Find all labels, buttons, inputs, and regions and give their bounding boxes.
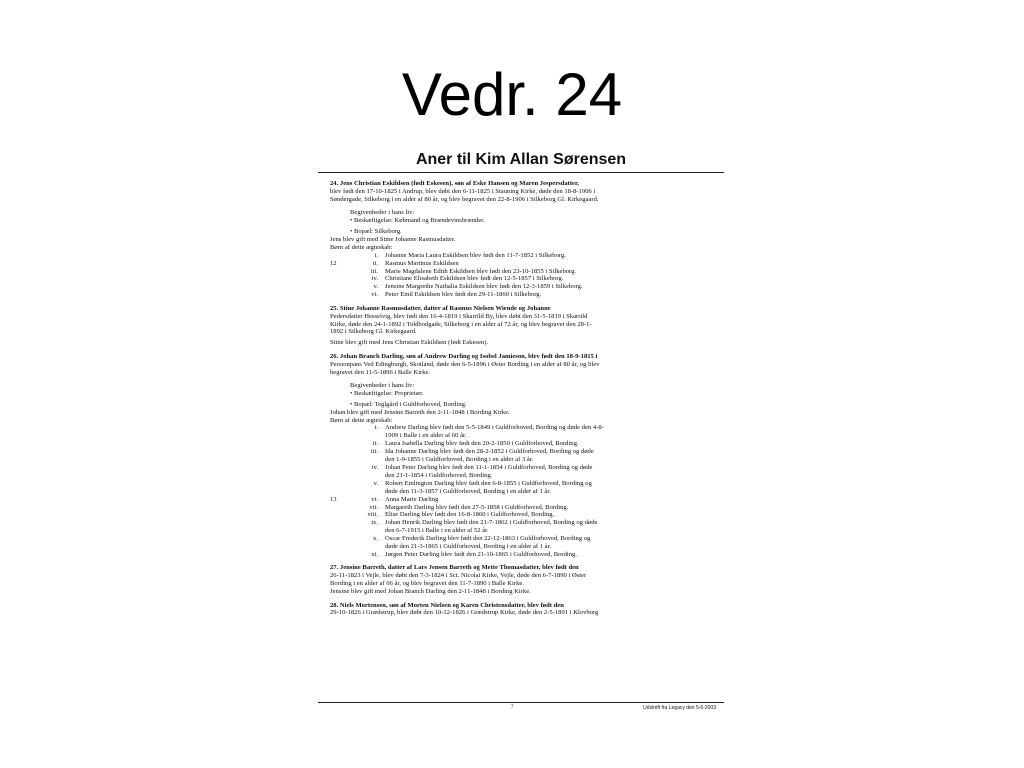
generation-number [330,535,348,543]
child-entry [330,504,724,512]
generation-number [330,464,348,472]
child-text: Jørgen Peter Darling blev født den 21-10-1865 i Guldforhoved, Bording. [385,550,577,558]
child-text: Margareth Darling blev født den 27-5-1858 i Guldforhoved, Bording. [385,503,569,511]
child-text-continued: 1909 i Balle i en alder af 60 år. [385,432,467,440]
children-label: Børn af dette ægteskab: [330,416,393,424]
generation-number [330,448,348,456]
child-number: ii. [372,440,378,448]
page-number: 7 [511,705,514,710]
child-text: Peter Emil Eskildsen blev født den 29-11-1860 i Silkeborg. [385,291,542,299]
child-entry [330,448,724,456]
child-number: ix. [371,519,378,527]
child-text-continued: den 6-7-1915 i Balle i en alder af 52 år. [385,527,489,535]
generation-number [330,252,348,260]
child-number: i. [374,424,378,432]
child-number: vi. [371,291,378,299]
entry-26-line: 26. Johan Branch Darling, søn af Andrew Darling og Isobel Jamieson, blev født den 18-9-1815 i [330,352,598,360]
child-text: Jensine Margrethe Nathalia Eskildsen blev født den 12-3-1859 i Silkeborg. [385,283,583,291]
entry-25-line: 25. Stine Johanne Rasmusdatter, datter af Rasmus Nielsen Wiende og Johanne [330,304,551,312]
child-number: ii. [372,259,378,267]
child-text: Anna Marie Darling [385,495,439,503]
child-text-continued: døde den 21-3-1865 i Guldforhoved, Bording i en alder af 1 år. [385,543,552,551]
child-text: Andrew Darling blev født den 5-5-1849 i Guldforhoved, Bording og døde den 4-8- [385,424,604,432]
entry-28-line: 28. Niels Mortensen, søn af Morten Nielsen og Karen Christensdatter, blev født den [330,601,564,609]
child-entry [330,464,724,472]
generation-number [330,440,348,448]
child-number: iv. [371,464,378,471]
generation-number [330,268,348,276]
marriage-line: Jens blev gift med Stine Johanne Rasmusdatter. [330,235,456,243]
event-item: • Bopæl: Silkeborg. [350,228,402,236]
generation-number [330,480,348,488]
entry-25-line: Pedersdatter Hesselvig, blev født den 16-4-1819 i Skarrild By, blev døbt den 31-5-1819 i Skarrild [330,312,588,320]
marriage-line: Stine blev gift med Jens Christian Eskildsen (født Eskesen). [330,339,489,347]
children-label: Børn af dette ægteskab: [330,243,393,251]
child-entry [330,424,724,432]
child-number: viii. [367,511,378,519]
generation-number [330,519,348,527]
child-text: Robert Emlington Darling blev født den 6-8-1855 i Guldforhoved, Bording og [385,479,592,487]
child-text: Elise Darling blev født den 16-8-1860 i Guldforhoved, Bording. [385,511,555,519]
event-item: • Bopæl: Teglgård i Guldforhoved, Bording. [350,400,467,408]
child-text: Johan Peter Darling blev født den 11-1-1854 i Guldforhoved, Bording og døde [385,464,593,471]
child-number: i. [374,251,378,259]
child-text: Johan Henrik Darling blev født den 21-7-1862 i Guldforhoved, Bording og døde [385,519,598,527]
child-number: iii. [370,448,378,456]
child-text-continued: den 21-1-1854 i Guldforhoved, Bording. [385,471,493,479]
child-number: v. [373,283,378,291]
entry-24-line: 24. Jens Christian Eskildsen (født Eskesen), søn af Eske Hansen og Maren Jespersdatter, [330,180,579,187]
child-text-continued: den 1-9-1855 i Guldforhoved, Bording i en alder af 3 år. [385,456,534,464]
child-number: v. [373,479,378,487]
child-number: vii. [369,503,378,511]
child-number: vi. [371,495,378,503]
entry-24-line: blev født den 17-10-1825 i Andrup, blev døbt den 6-11-1825 i Stauning Kirke, døde den 18-8-1906 i [330,187,596,195]
footer-note: Udskrift fra Legacy den 5-6-2003 [643,705,716,711]
child-text: Laura Isabella Darling blev født den 20-2-1850 i Guldforhoved, Bording. [385,440,579,448]
child-number: xi. [371,550,378,558]
footer-rule [318,702,724,703]
event-item: • Beskæftigelse: Købmand og Brændevinsbrænder. [350,217,485,225]
child-text: Rasmus Martinus Eskildsen [385,259,459,267]
child-number: iv. [371,275,378,283]
entry-26-line: begravet den 11-5-1896 i Balle Kirke. [330,368,431,376]
entry-27-line: 27. Jensine Barreth, datter af Lars Jensen Barreth og Mette Thomasdatter, blev født den [330,564,579,572]
child-entry [330,275,724,283]
generation-number [330,283,348,291]
event-item: • Beskæftigelse: Proprietær. [350,389,424,397]
child-entry [330,535,724,543]
child-number: x. [373,535,378,543]
child-text: Ida Johanne Darling blev født den 28-2-1852 i Guldforhoved, Bording og døde [385,448,594,456]
title-rule [318,172,724,173]
generation-number: 13 [330,495,337,503]
child-entry [330,480,724,488]
entry-25-line: Kirke, døde den 24-1-1892 i Toldbodgade, Silkeborg i en alder af 72 år, og blev begravet den 28-1- [330,320,592,328]
generation-number [330,504,348,512]
entry-27-line: 26-11-1823 i Vejle, blev døbt den 7-3-1824 i Sct. Nicolai Kirke, Vejle, døde den 6-7-1890 i Øster [330,572,587,580]
children-list [330,424,724,558]
entry-25-line: 1892 i Silkeborg Gl. Kirkegaard. [330,328,417,336]
child-entry [330,551,724,559]
child-entry [330,260,724,268]
events-heading: Begivenheder i hans liv: [350,209,415,217]
child-entry [330,440,724,448]
generation-number [330,511,348,519]
child-text-continued: døde den 11-3-1857 i Guldforhoved, Bording i en alder af 1 år. [385,487,551,495]
generation-number [330,551,348,559]
slide-title: Vedr. 24 [401,61,623,128]
child-entry [330,511,724,519]
entry-25 [330,305,724,348]
entry-24 [330,180,724,299]
document-page [318,150,724,710]
generation-number [330,424,348,432]
child-entry [330,283,724,291]
generation-number [330,275,348,283]
children-list [330,252,724,299]
entry-26-line: Perstonpans Ved Edingburgh, Skotland, døde den 6-5-1896 i Øster Bording i en alder af 80 år, og blev [330,360,600,368]
child-text: Christiane Elisabeth Eskildsen blev født den 12-5-1857 i Silkeborg. [385,275,564,283]
entry-28 [330,602,724,618]
child-text: Johanne Maria Laura Eskildsen blev født den 11-7-1852 i Silkeborg. [385,251,566,259]
entry-24-line: Søndergade, Silkeborg i en alder af 80 år, og blev begravet den 22-8-1906 i Silkeborg Gl. Kirkegaard. [330,195,599,203]
entry-27 [330,564,724,596]
generation-number [330,291,348,299]
child-text: Marie Magdalene Edith Eskildsen blev født den 23-10-1855 i Silkeborg. [385,267,577,275]
child-entry [330,496,724,504]
child-entry [330,519,724,527]
child-entry [330,291,724,299]
child-entry [330,268,724,276]
entry-27-line: Bording i en alder af 66 år, og blev begravet den 11-7-1890 i Balle Kirke. [330,580,524,588]
entry-26 [330,353,724,559]
child-text: Oscar Frederik Darling blev født den 22-12-1863 i Guldforhoved, Bording og [385,535,591,543]
events-heading: Begivenheder i hans liv: [350,381,415,389]
marriage-line: Johan blev gift med Jensine Barreth den 2-11-1848 i Bording Kirke. [330,408,510,416]
generation-number: 12 [330,259,337,267]
entry-28-line: 29-10-1826 i Grædstrup, blev døbt den 10-12-1826 i Grædstrup Kirke, døde den 2-5-1891 i Klovborg [330,609,599,617]
child-number: iii. [370,267,378,275]
child-entry [330,252,724,260]
document-title: Aner til Kim Allan Sørensen [415,151,627,168]
marriage-line: Jensine blev gift med Johan Branch Darling den 2-11-1848 i Bording Kirke. [330,588,531,596]
document-body [330,180,724,617]
